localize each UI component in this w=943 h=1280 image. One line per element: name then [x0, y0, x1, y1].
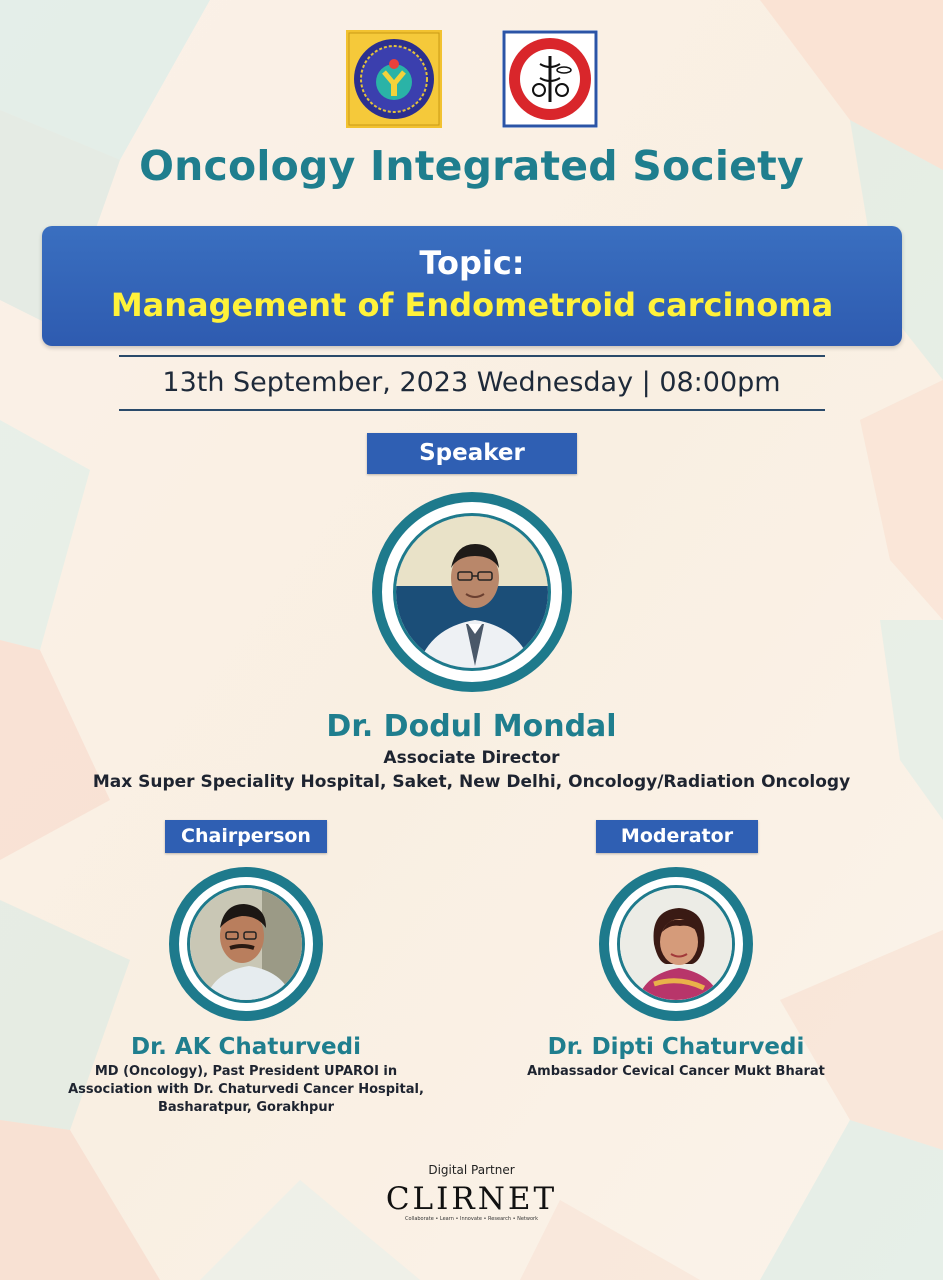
chairperson-desc-line1: MD (Oncology), Past President UPAROI in — [94, 1064, 398, 1079]
chairperson-photo — [187, 885, 305, 1003]
moderator-desc: Ambassador Cevical Cancer Mukt Bharat — [527, 1064, 825, 1079]
divider-bottom — [119, 409, 825, 411]
digital-partner-label: Digital Partner — [428, 1163, 515, 1177]
moderator-photo — [617, 885, 735, 1003]
chairperson-name: Dr. AK Chaturvedi — [131, 1034, 361, 1060]
speaker-photo-frame — [372, 492, 572, 692]
speaker-role: Associate Director — [383, 748, 560, 768]
topic-title: Management of Endometroid carcinoma — [110, 286, 834, 324]
event-datetime: 13th September, 2023 Wednesday | 08:00pm — [162, 367, 781, 398]
speaker-affiliation: Max Super Speciality Hospital, Saket, New Delhi, Oncology/Radiation Oncology — [92, 772, 851, 792]
chairperson-desc-line2: Association with Dr. Chaturvedi Cancer Hospital, — [68, 1082, 424, 1097]
moderator-photo-frame — [599, 867, 753, 1021]
chairperson-desc-line3: Basharatpur, Gorakhpur — [157, 1100, 335, 1115]
chairperson-photo-frame — [169, 867, 323, 1021]
moderator-tag: Moderator — [596, 820, 758, 853]
chairperson-tag: Chairperson — [165, 820, 327, 853]
integrated-oncology-logo — [346, 30, 442, 128]
speaker-photo — [393, 513, 551, 671]
chaturvedi-hospital-logo — [502, 30, 598, 128]
clirnet-tagline: Collaborate • Learn • Innovate • Research • Network — [404, 1216, 538, 1222]
speaker-tag: Speaker — [367, 433, 577, 474]
society-title: Oncology Integrated Society — [139, 142, 804, 190]
topic-banner — [42, 226, 902, 346]
divider-top — [119, 355, 825, 357]
speaker-name: Dr. Dodul Mondal — [326, 709, 617, 744]
clirnet-logo: CLIRNET — [385, 1181, 558, 1217]
topic-label: Topic: — [419, 244, 525, 282]
moderator-name: Dr. Dipti Chaturvedi — [547, 1034, 805, 1060]
